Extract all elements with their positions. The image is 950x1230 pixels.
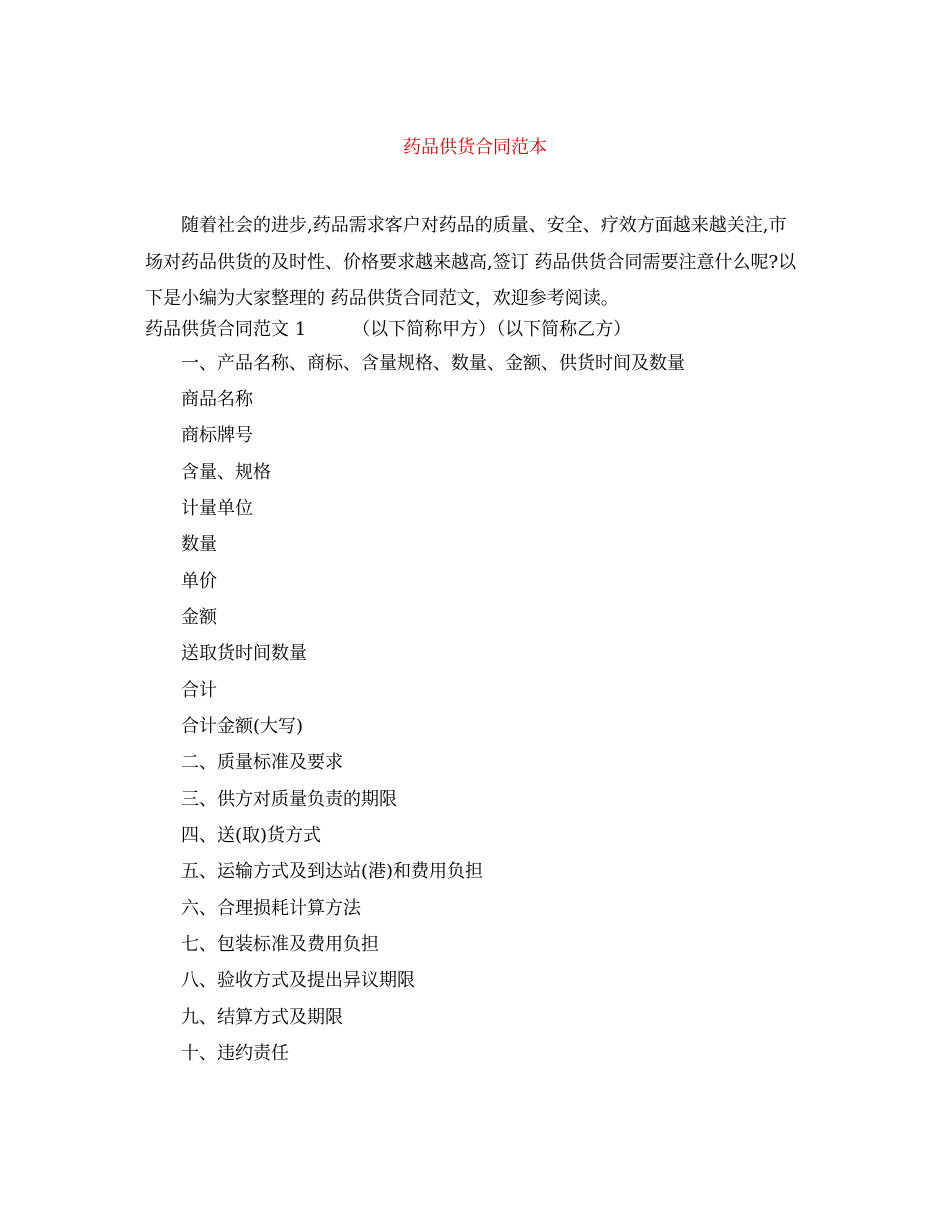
field-line: 计量单位 <box>181 498 253 519</box>
field-line: 合计金额(大写) <box>181 716 304 737</box>
clause-line: 一、产品名称、商标、含量规格、数量、金额、供货时间及数量 <box>181 353 685 374</box>
field-line: 商标牌号 <box>181 425 253 446</box>
field-line: 单价 <box>181 571 217 592</box>
clause-line: 四、送(取)货方式 <box>181 825 322 846</box>
field-line: 商品名称 <box>181 389 253 410</box>
field-line: 数量 <box>181 534 217 555</box>
field-line: 合计 <box>181 680 217 701</box>
clause-line: 十、违约责任 <box>181 1043 289 1064</box>
clause-line: 三、供方对质量负责的期限 <box>181 789 397 810</box>
clause-line: 九、结算方式及期限 <box>181 1007 343 1028</box>
field-line: 金额 <box>181 607 217 628</box>
clause-line: 五、运输方式及到达站(港)和费用负担 <box>181 861 484 882</box>
field-line: 送取货时间数量 <box>181 643 307 664</box>
document-title: 药品供货合同范本 <box>403 137 547 158</box>
clause-line: 二、质量标准及要求 <box>181 752 343 773</box>
clause-line: 七、包装标准及费用负担 <box>181 934 379 955</box>
party-b-note: （以下简称乙方） <box>496 319 632 340</box>
sample-heading <box>145 318 631 342</box>
clause-line: 八、验收方式及提出异议期限 <box>181 970 415 991</box>
clause-line: 六、合理损耗计算方法 <box>181 898 361 919</box>
field-line: 含量、规格 <box>181 462 271 483</box>
intro-paragraph: 随着社会的进步,药品需求客户对药品的质量、安全、疗效方面越来越关注,市场对药品供货的及时性、价格要求越来越高,签订 药品供货合同需要注意什么呢?以下是小编为大家整理的 药品供货合同范文，欢迎参考阅读。 <box>145 215 797 309</box>
party-a-note: （以下简称甲方） <box>352 319 497 340</box>
sample-heading-label: 药品供货合同范文 1 <box>145 319 307 340</box>
